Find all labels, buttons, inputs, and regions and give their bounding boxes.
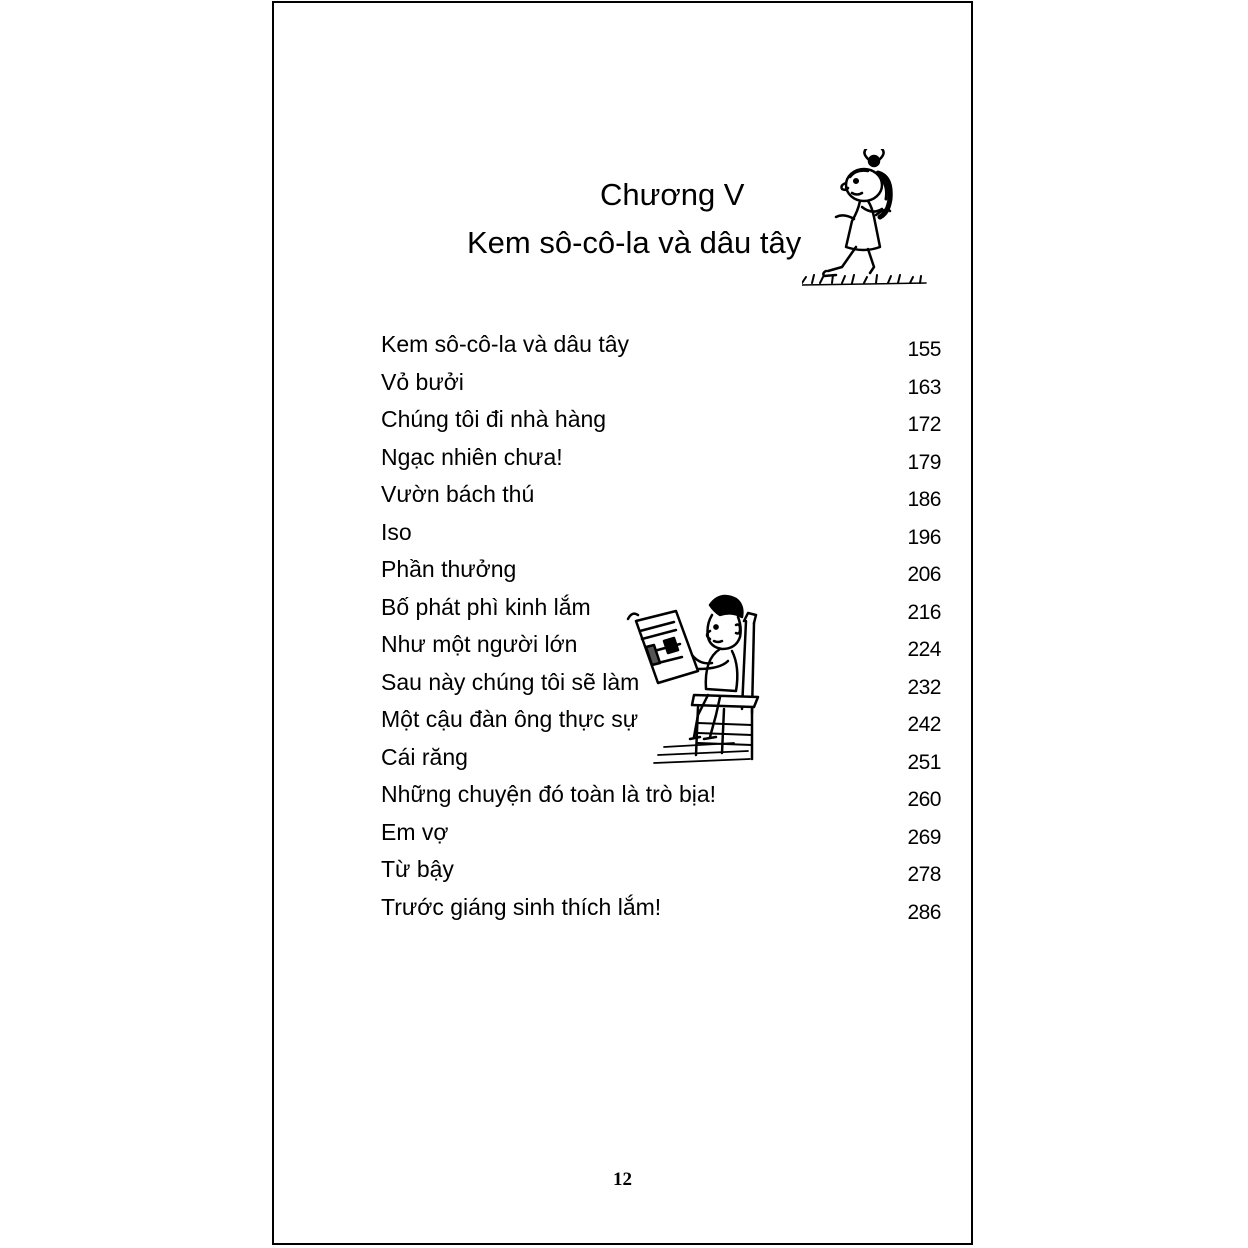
toc-entry-title: Trước giáng sinh thích lắm! — [381, 893, 662, 920]
toc-entry-title: Em vợ — [381, 818, 449, 845]
toc-entry-page: 269 — [907, 825, 941, 849]
boy-reading-on-chair-illustration — [624, 591, 770, 767]
toc-entry[interactable] — [381, 478, 941, 516]
toc-entry-page: 260 — [907, 788, 941, 811]
toc-entry-page: 278 — [907, 863, 941, 886]
toc-entry-page: 216 — [907, 600, 941, 624]
toc-entry-title: Sau này chúng tôi sẽ làm — [381, 668, 640, 695]
girl-walking-illustration — [802, 149, 932, 297]
toc-entry-page: 224 — [907, 638, 941, 661]
toc-entry-page: 186 — [907, 488, 941, 511]
toc-entry-title: Một cậu đàn ông thực sự — [381, 706, 639, 732]
chapter-number: Chương V — [600, 177, 745, 212]
toc-entry-page: 206 — [907, 563, 941, 586]
toc-entry-page: 196 — [907, 525, 941, 549]
toc-entry-page: 172 — [907, 413, 941, 436]
toc-entry-title: Như một người lớn — [381, 631, 578, 657]
toc-entry-title: Vỏ bưởi — [381, 368, 464, 395]
toc-entry-title: Phần thưởng — [381, 556, 517, 582]
toc-entry[interactable] — [381, 366, 941, 404]
toc-entry[interactable] — [381, 516, 941, 554]
toc-entry[interactable] — [381, 403, 941, 441]
toc-entry[interactable] — [381, 328, 941, 366]
toc-entry[interactable] — [381, 441, 941, 479]
toc-entry-page: 242 — [907, 713, 941, 736]
toc-entry-title: Cái răng — [381, 743, 468, 770]
toc-entry-title: Vườn bách thú — [381, 481, 535, 507]
toc-entry[interactable] — [381, 891, 941, 929]
toc-entry-title: Chúng tôi đi nhà hàng — [381, 406, 607, 432]
toc-entry-page: 179 — [907, 450, 941, 474]
book-page — [272, 1, 973, 1245]
toc-entry-title: Iso — [381, 518, 412, 545]
chapter-title: Kem sô-cô-la và dâu tây — [467, 225, 802, 260]
toc-entry[interactable] — [381, 553, 941, 591]
toc-entry-title: Kem sô-cô-la và dâu tây — [381, 331, 630, 357]
toc-entry-title: Bố phát phì kinh lắm — [381, 593, 591, 620]
toc-entry-title: Những chuyện đó toàn là trò bịa! — [381, 781, 717, 807]
toc-entry-title: Ngạc nhiên chưa! — [381, 443, 563, 470]
page-number: 12 — [613, 1169, 632, 1190]
toc-entry-page: 155 — [907, 338, 941, 361]
toc-entry[interactable] — [381, 853, 941, 891]
toc-entry-page: 232 — [907, 675, 941, 699]
toc-entry-title: Từ bậy — [381, 856, 454, 882]
toc-entry-page: 286 — [907, 900, 941, 924]
toc-entry[interactable] — [381, 816, 941, 854]
toc-entry-page: 163 — [907, 375, 941, 399]
toc-entry[interactable] — [381, 778, 941, 816]
toc-entry-page: 251 — [907, 750, 941, 774]
